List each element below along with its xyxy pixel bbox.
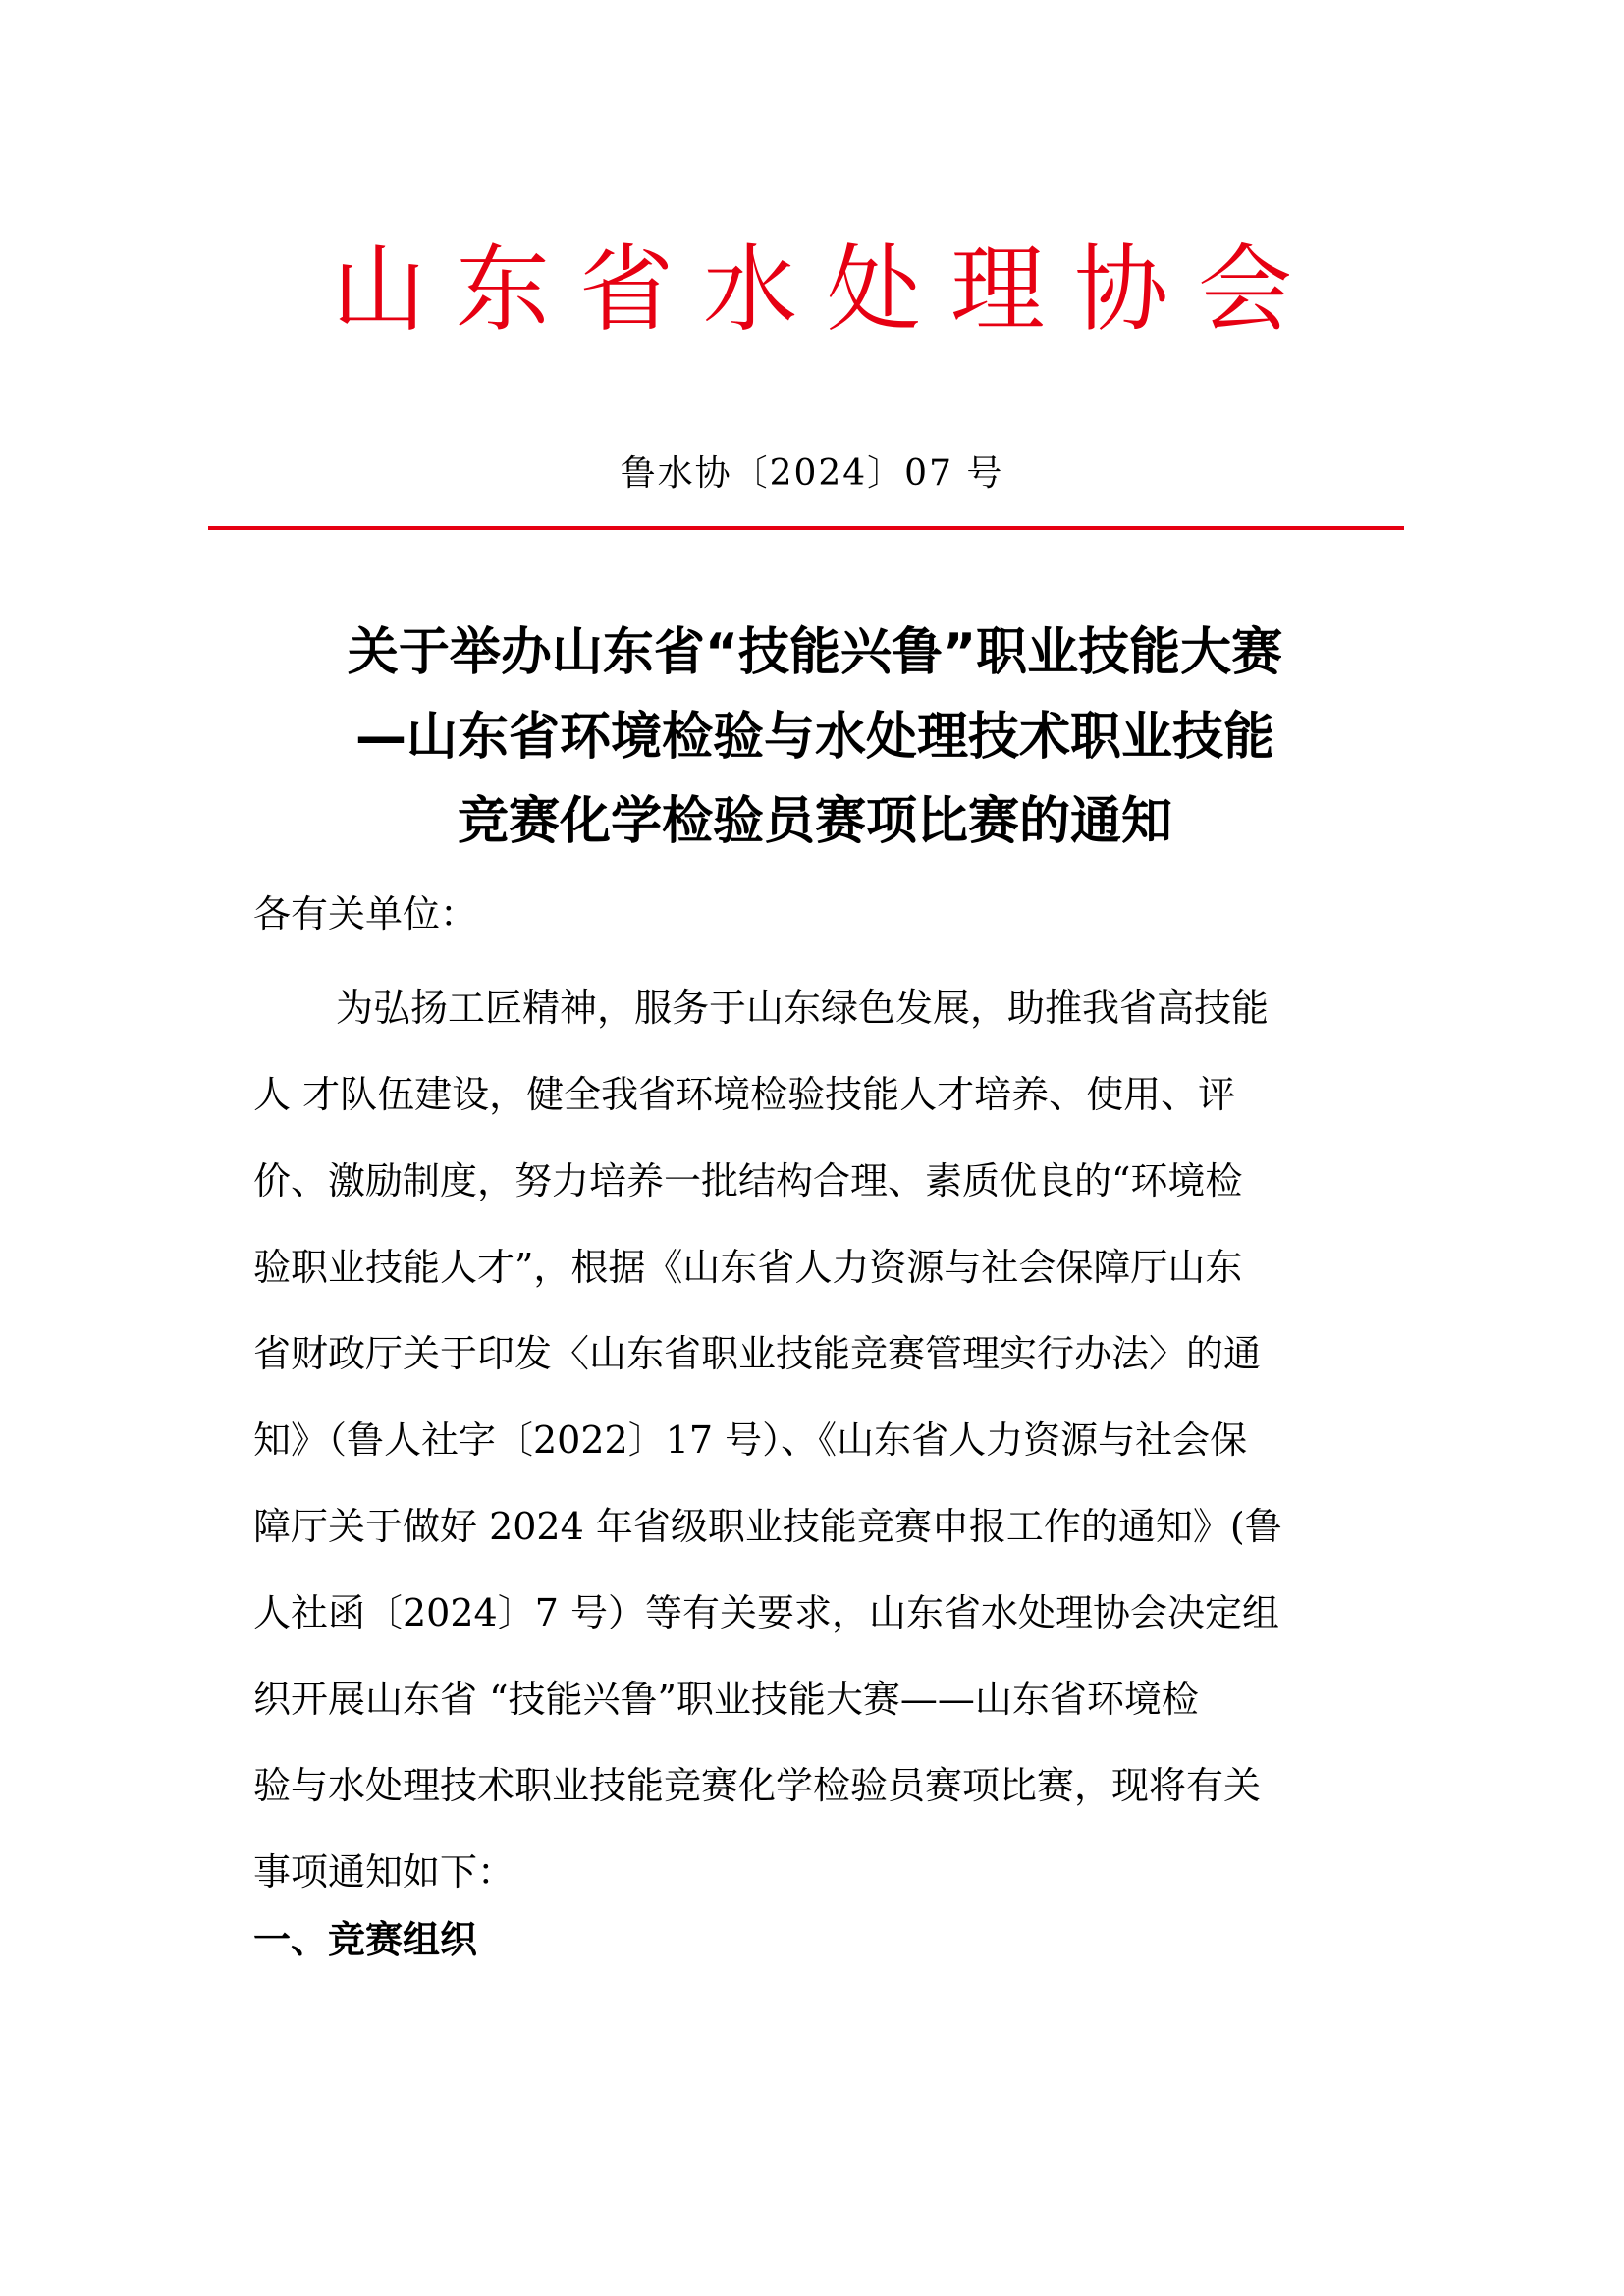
document-title — [236, 611, 1394, 864]
title-line: 关于举办山东省“技能兴鲁”职业技能大赛 — [347, 623, 1283, 682]
body-line: 障厅关于做好 2024 年省级职业技能竞赛申报工作的通知》(鲁 — [253, 1505, 1282, 1548]
body-paragraph — [253, 965, 1392, 1915]
red-divider-line — [208, 526, 1404, 530]
body-line: 织开展山东省 “技能兴鲁”职业技能大赛——山东省环境检 — [253, 1678, 1199, 1721]
body-line: 事项通知如下： — [253, 1850, 515, 1894]
body-line: 知》（鲁人社字〔2022〕17 号）、《山东省人力资源与社会保 — [253, 1418, 1248, 1462]
body-line: 验职业技能人才”，根据《山东省人力资源与社会保障厅山东 — [253, 1246, 1243, 1289]
document-number: 鲁水协〔2024〕07 号 — [620, 454, 1004, 494]
section-heading: 一、竞赛组织 — [253, 1918, 478, 1961]
body-line: 验与水处理技术职业技能竞赛化学检验员赛项比赛，现将有关 — [253, 1764, 1262, 1807]
organization-masthead: 山东省水处理协会 — [332, 235, 1322, 345]
salutation: 各有关单位： — [253, 892, 478, 935]
body-line: 人 才队伍建设，健全我省环境检验技能人才培养、使用、评 — [253, 1073, 1236, 1116]
title-line: 竞赛化学检验员赛项比赛的通知 — [457, 792, 1172, 851]
body-line: 省财政厅关于印发〈山东省职业技能竞赛管理实行办法〉的通 — [253, 1332, 1262, 1375]
body-line: 为弘扬工匠精神，服务于山东绿色发展，助推我省高技能 — [336, 987, 1270, 1030]
title-line: —山东省环境检验与水处理技术职业技能 — [354, 708, 1274, 767]
body-line: 价、激励制度，努力培养一批结构合理、素质优良的“环境检 — [253, 1159, 1243, 1202]
body-line: 人社函〔2024〕7 号）等有关要求，山东省水处理协会决定组 — [253, 1591, 1279, 1634]
